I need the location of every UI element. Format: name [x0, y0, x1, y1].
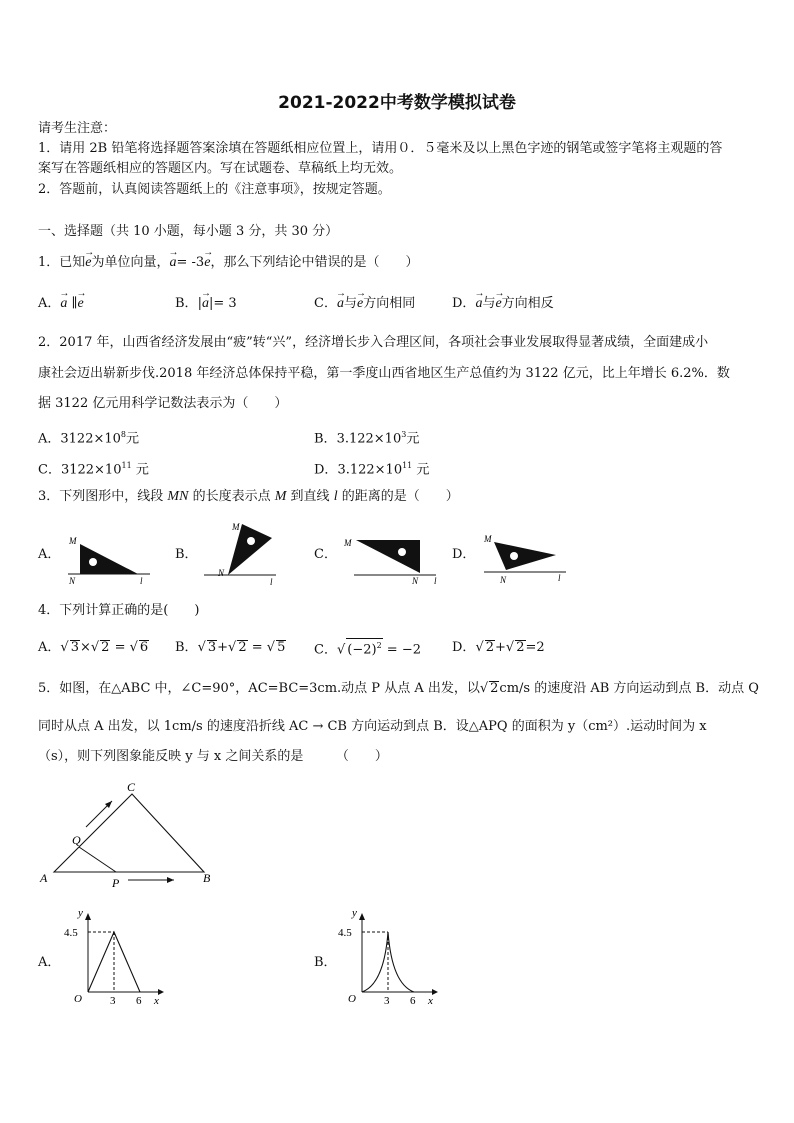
option-label: D．	[314, 462, 338, 478]
vector-a: → a	[475, 294, 482, 314]
vector-a: → a	[60, 294, 67, 314]
q3-option-d-label: D．	[452, 547, 476, 562]
q1-prefix: 1．已知	[38, 255, 86, 270]
x-label: x	[428, 995, 433, 1007]
option-label: D．	[452, 640, 476, 655]
q1-option-a	[38, 294, 84, 314]
x-axis-arrow	[432, 989, 438, 995]
option-label: C．	[314, 642, 337, 658]
q4-option-b: B．√ 3+√ 2 = √ 5	[175, 640, 286, 655]
q3-mid: 的长度表示点	[192, 489, 271, 504]
notice-line-2: 案写在答题纸相应的答题区内。写在试题卷、草稿纸上均无效。	[38, 161, 403, 176]
segment-mn: MN	[167, 489, 189, 504]
label-l: l	[140, 576, 143, 586]
q3-figure-b	[200, 520, 280, 586]
option-value: = 3	[213, 296, 237, 311]
question-1-stem	[38, 253, 418, 273]
set-square-hole	[510, 552, 518, 560]
label-l: l	[558, 573, 561, 583]
option-label: A．	[38, 296, 61, 311]
label-b: B	[203, 871, 211, 885]
q2-option-c	[38, 456, 149, 480]
option-unit: 元	[135, 462, 149, 478]
label-a: A	[40, 871, 48, 885]
option-base: 3.122×10	[337, 462, 403, 478]
set-square	[356, 540, 420, 573]
q3-option-a-label: A．	[38, 547, 61, 562]
option-text: 方向相同	[363, 296, 416, 311]
radicand-inner: (−2)	[347, 642, 377, 658]
y-label: y	[352, 907, 357, 919]
origin-label: O	[348, 993, 356, 1005]
q3-option-c-label: C．	[314, 547, 337, 562]
option-base: 3.122×10	[336, 431, 402, 447]
y-axis-arrow	[85, 913, 91, 920]
option-unit: 元	[406, 431, 420, 447]
section-heading: 一、选择题（共 10 小题，每小题 3 分，共 30 分）	[38, 224, 339, 239]
q4-option-d: D．√ 2+√ 2=2	[452, 640, 545, 655]
exponent: 2	[376, 641, 382, 650]
label-n: N	[69, 576, 76, 586]
equals: =	[251, 640, 263, 655]
q1-relation: = -3	[176, 255, 205, 270]
set-square-hole	[247, 537, 255, 545]
line-l: l	[333, 489, 338, 504]
radicand: 2	[485, 640, 495, 655]
radicand: 2	[516, 640, 525, 655]
q3-figure-c	[340, 528, 444, 586]
q4-option-a: A．√ 3×√ 2 = √ 6	[38, 640, 149, 655]
page-title: 2021-2022中考数学模拟试卷	[278, 93, 516, 113]
label-l: l	[270, 577, 273, 586]
q3-option-b-label: B．	[175, 547, 198, 562]
option-base: 3122×10	[60, 431, 121, 447]
operator: +	[217, 640, 229, 655]
option-label: A．	[38, 431, 61, 447]
q1-mid: 为单位向量，	[91, 255, 170, 270]
radicand: 2	[490, 681, 499, 696]
q3-stem	[38, 487, 459, 507]
y-tick-label: 4.5	[338, 927, 352, 939]
q1-option-d	[452, 294, 554, 314]
q4-stem: 4．下列计算正确的是( )	[38, 603, 200, 618]
radicand: 6	[139, 640, 149, 655]
label-m: M	[344, 538, 352, 548]
option-exponent: 11	[121, 461, 132, 470]
option-exponent: 8	[120, 430, 127, 439]
q5-line-2: 同时从点 A 出发，以 1cm/s 的速度沿折线 AC → CB 方向运动到点 B．设△APQ 的面积为 y（cm²）.运动时间为 x	[38, 719, 707, 734]
q5-line-1b: cm/s 的速度沿 AB 方向运动到点 B．动点 Q	[499, 681, 759, 696]
operator: +	[495, 640, 506, 655]
option-unit: 元	[416, 462, 430, 478]
label-n: N	[412, 576, 419, 586]
vector-a: → a	[202, 294, 209, 314]
label-c: C	[127, 780, 136, 794]
x-tick-label: 6	[410, 995, 416, 1007]
q3-mid2: 到直线	[290, 489, 330, 504]
equals: = −2	[386, 642, 421, 658]
set-square-hole	[398, 548, 406, 556]
option-exponent: 11	[402, 461, 413, 470]
radicand: 2	[238, 640, 247, 655]
notice-line-1: 1．请用 2B 铅笔将选择题答案涂填在答题纸相应位置上，请用０．５毫米及以上黑色字迹的钢笔或签字笔将主观题的答	[38, 141, 723, 156]
q1-option-c	[314, 294, 415, 314]
set-square	[80, 544, 138, 574]
q5-graph-a	[58, 904, 178, 1008]
radicand: 5	[277, 640, 286, 655]
q5-line-1: 5．如图，在△ABC 中，∠C=90°，AC=BC=3cm.动点 P 从点 A 出发，以√ 2cm/s 的速度沿 AB 方向运动到点 B．动点 Q	[38, 681, 759, 696]
q2-option-b	[314, 425, 419, 449]
x-tick-label: 3	[110, 995, 116, 1007]
label-m: M	[232, 522, 240, 532]
option-label: C．	[38, 462, 61, 478]
label-p: P	[112, 876, 120, 890]
set-square-hole	[89, 558, 97, 566]
q5-line-3: （s），则下列图象能反映 y 与 x 之间关系的是 （ ）	[38, 749, 388, 764]
y-tick-label: 4.5	[64, 927, 78, 939]
vector-a: → a	[170, 253, 177, 273]
set-square	[494, 542, 556, 570]
vector-e: → e	[357, 294, 363, 314]
radicand: 2	[101, 640, 110, 655]
option-label: C．	[314, 296, 337, 311]
q2-line-1: 2．2017 年，山西省经济发展由“疲”转“兴”，经济增长步入合理区间，各项社会事业发展取得显著成绩，全面建成小	[38, 335, 709, 350]
q5-option-a-label: A．	[38, 955, 61, 970]
q3-figure-a	[62, 528, 158, 586]
y-axis-arrow	[359, 913, 365, 920]
option-text: 与	[343, 296, 357, 311]
q2-option-d	[314, 456, 429, 480]
q5-line-1a: 5．如图，在△ABC 中，∠C=90°，AC=BC=3cm.动点 P 从点 A 出发，以	[38, 681, 480, 696]
option-unit: 元	[126, 431, 140, 447]
option-exponent: 3	[401, 430, 407, 439]
notice-heading: 请考生注意：	[38, 121, 117, 136]
x-tick-label: 6	[136, 995, 142, 1007]
abs-bar: |	[197, 296, 202, 311]
q5-graph-b	[332, 904, 452, 1008]
q2-option-a	[38, 425, 139, 449]
point-m: M	[274, 489, 287, 504]
segment-pq	[79, 847, 116, 872]
vector-e: → e	[204, 253, 210, 273]
operator: ×	[79, 640, 91, 655]
vector-a: → a	[337, 294, 344, 314]
parallel-symbol: ∥	[67, 296, 78, 311]
radicand	[346, 638, 382, 657]
equals: =	[114, 640, 126, 655]
option-text: 方向相反	[501, 296, 554, 311]
y-label: y	[78, 907, 83, 919]
x-label: x	[154, 995, 159, 1007]
q3-figure-d	[476, 528, 572, 586]
label-n: N	[500, 575, 507, 585]
q5-option-b-label: B．	[314, 955, 337, 970]
label-q: Q	[72, 833, 81, 847]
option-label: B．	[175, 296, 198, 311]
notice-line-3: 2．答题前，认真阅读答题纸上的《注意事项》，按规定答题。	[38, 182, 391, 197]
vector-e: → e	[85, 253, 91, 273]
option-text: 与	[482, 296, 496, 311]
q1-suffix: ，那么下列结论中错误的是（ ）	[210, 255, 419, 270]
vector-e: → e	[495, 294, 501, 314]
option-base: 3122×10	[60, 462, 122, 478]
origin-label: O	[74, 993, 82, 1005]
q5-triangle-figure	[34, 776, 224, 894]
q1-option-b	[175, 294, 237, 314]
radicand: 3	[70, 640, 79, 655]
label-m: M	[69, 536, 77, 546]
radicand: 3	[207, 640, 217, 655]
q3-prefix: 3．下列图形中，线段	[38, 489, 164, 504]
q4-option-c: C．√ $(-2)^2 = -2$	[314, 638, 421, 660]
x-tick-label: 3	[384, 995, 390, 1007]
q3-suffix: 的距离的是（ ）	[341, 489, 459, 504]
option-label: A．	[38, 640, 61, 655]
equals: =2	[525, 640, 545, 655]
option-label: D．	[452, 296, 476, 311]
abs-bar: |	[208, 296, 214, 311]
x-axis-arrow	[158, 989, 164, 995]
label-m: M	[484, 534, 492, 544]
label-n: N	[218, 568, 225, 578]
q2-line-3: 据 3122 亿元用科学记数法表示为（ ）	[38, 396, 288, 411]
option-label: B．	[314, 431, 337, 447]
vector-e: → e	[78, 294, 84, 314]
q2-line-2: 康社会迈出崭新步伐.2018 年经济总体保持平稳，第一季度山西省地区生产总值约为 3122 亿元，比上年增长 6.2%．数	[38, 366, 730, 381]
arrow-head	[167, 877, 174, 883]
label-l: l	[434, 576, 437, 586]
option-label: B．	[175, 640, 198, 655]
